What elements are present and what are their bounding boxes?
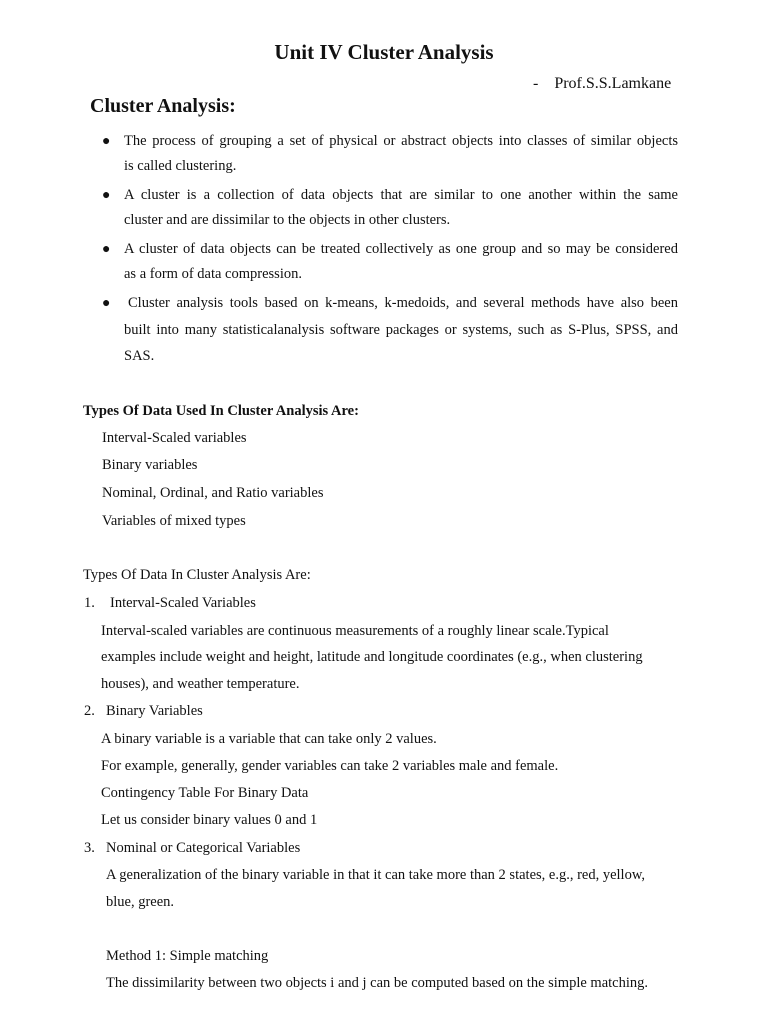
numbered-2-heading: Binary Variables — [106, 703, 203, 719]
list-number: 2. — [84, 703, 95, 719]
bullet-1-line-2: is called clustering. — [124, 158, 237, 174]
types-item: Variables of mixed types — [102, 513, 246, 529]
types-intro: Types Of Data In Cluster Analysis Are: — [83, 567, 311, 583]
types-item: Binary variables — [102, 457, 198, 473]
numbered-1-line-3: houses), and weather temperature. — [101, 676, 300, 692]
bullet-icon: ● — [102, 134, 111, 149]
numbered-2-line-4: Let us consider binary values 0 and 1 — [101, 812, 318, 828]
bullet-icon: ● — [102, 242, 111, 257]
numbered-2-line-1: A binary variable is a variable that can take only 2 values. — [101, 731, 437, 747]
bullet-4-line-3: SAS. — [124, 348, 155, 364]
types-item: Nominal, Ordinal, and Ratio variables — [102, 485, 324, 501]
numbered-1-line-2: examples include weight and height, latitude and longitude coordinates (e.g., when clustering — [101, 649, 643, 665]
numbered-3-line-2: blue, green. — [106, 894, 175, 910]
numbered-2-line-3: Contingency Table For Binary Data — [101, 785, 309, 801]
bullet-icon: ● — [102, 188, 111, 203]
bullet-1-line-1: The process of grouping a set of physical or abstract objects into classes of similar objects — [124, 133, 678, 149]
bullet-2-line-2: cluster and are dissimilar to the objects in other clusters. — [124, 212, 451, 228]
numbered-2-line-2: For example, generally, gender variables can take 2 variables male and female. — [101, 758, 559, 774]
author-name: Prof.S.S.Lamkane — [554, 75, 672, 92]
section-heading: Cluster Analysis: — [90, 95, 236, 117]
page-title: Unit IV Cluster Analysis — [274, 40, 494, 64]
bullet-3-line-2: as a form of data compression. — [124, 266, 302, 282]
types-item: Interval-Scaled variables — [102, 430, 247, 446]
bullet-4-line-1: Cluster analysis tools based on k-means, k-medoids, and several methods have also been — [128, 295, 678, 311]
numbered-1-heading: Interval-Scaled Variables — [110, 595, 256, 611]
bullet-3-line-1: A cluster of data objects can be treated collectively as one group and so may be considered — [124, 241, 678, 257]
numbered-3-line-1: A generalization of the binary variable in that it can take more than 2 states, e.g., red, yellow, — [106, 867, 645, 883]
method-text: The dissimilarity between two objects i and j can be computed based on the simple matching. — [106, 975, 649, 991]
author-line — [533, 75, 671, 93]
list-number: 3. — [84, 840, 95, 856]
bullet-icon: ● — [102, 296, 111, 311]
author-dash: - — [533, 75, 539, 92]
list-number: 1. — [84, 595, 95, 611]
numbered-3-heading: Nominal or Categorical Variables — [106, 840, 301, 856]
method-heading: Method 1: Simple matching — [106, 948, 269, 964]
bullet-2-line-1: A cluster is a collection of data objects that are similar to one another within the same — [124, 187, 678, 203]
numbered-1-line-1: Interval-scaled variables are continuous measurements of a roughly linear scale.Typical — [101, 623, 609, 639]
bullet-4-line-2: built into many statisticalanalysis software packages or systems, such as S-Plus, SPSS, and — [124, 322, 678, 338]
types-heading: Types Of Data Used In Cluster Analysis Are: — [83, 403, 359, 419]
